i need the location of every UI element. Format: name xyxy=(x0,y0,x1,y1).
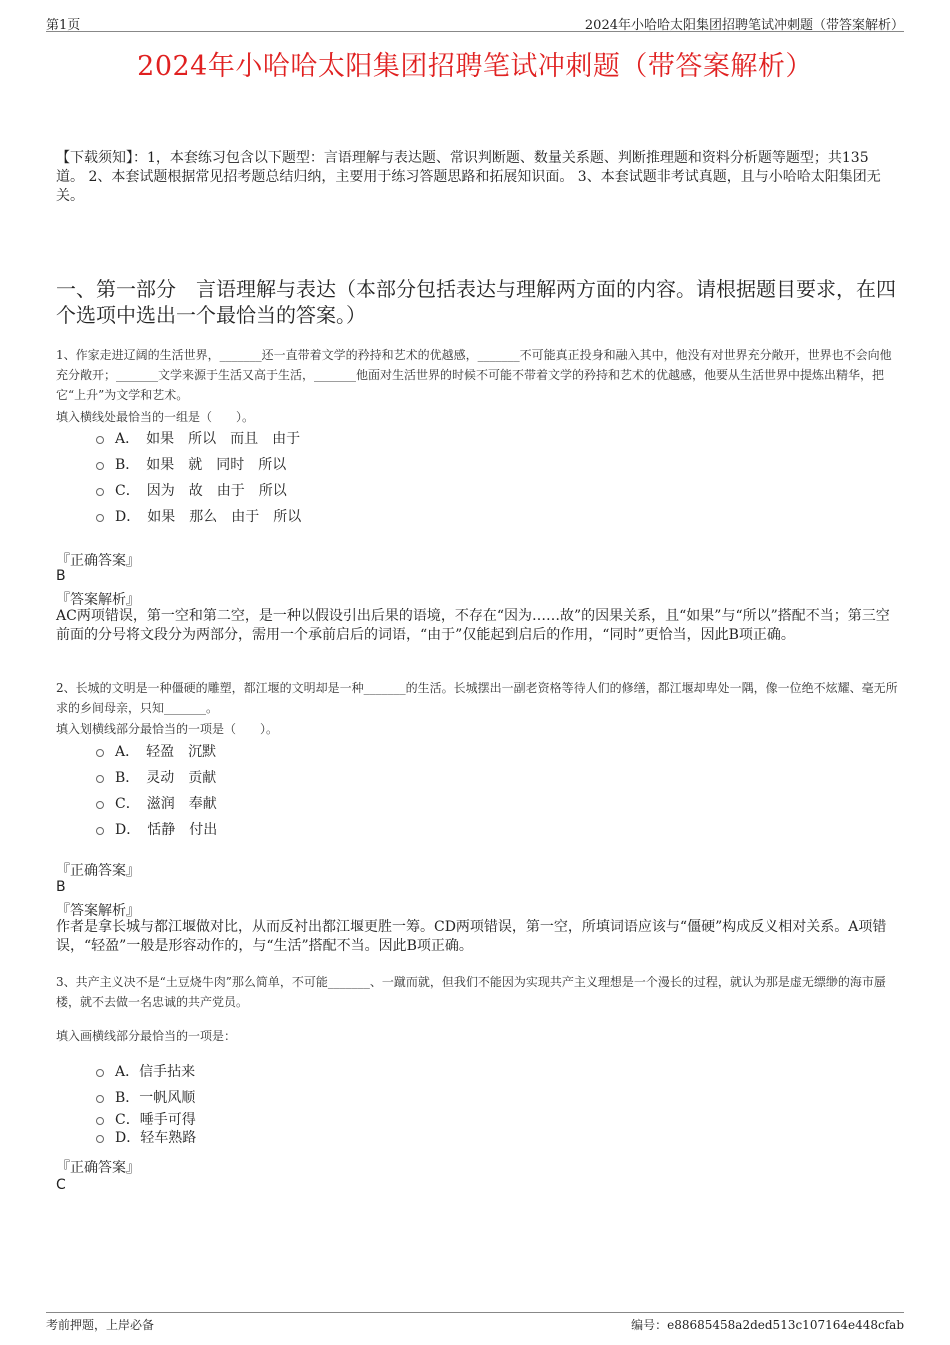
radio-icon[interactable] xyxy=(96,436,104,444)
radio-icon[interactable] xyxy=(96,1095,104,1103)
radio-icon[interactable] xyxy=(96,514,104,522)
question-2-stem: 2、长城的文明是一种僵硬的雕塑，都江堰的文明却是一种_______的生活。长城摆出一副老资格等待人们的修缮，都江堰却卑处一隅，像一位绝不炫耀、毫无所求的乡间母亲，只知_______。 xyxy=(56,681,898,715)
option-c[interactable]: C． 因为 故 由于 所以 xyxy=(96,477,301,503)
question-3-stem: 3、共产主义决不是“土豆烧牛肉”那么简单，不可能_______、一蹴而就，但我们不能因为实现共产主义理想是一个漫长的过程，就认为那是虚无缥缈的海市蜃楼，就不去做一名忠诚的共产党员。 xyxy=(56,975,886,1009)
option-a[interactable]: A． 如果 所以 而且 由于 xyxy=(96,425,301,451)
radio-icon[interactable] xyxy=(96,827,104,835)
question-2-analysis-heading: 『答案解析』 xyxy=(56,903,140,919)
radio-icon[interactable] xyxy=(96,801,104,809)
footer-serial: 编号：e88685458a2ded513c107164e448cfab xyxy=(631,1318,904,1332)
radio-icon[interactable] xyxy=(96,488,104,496)
question-1-answer: B xyxy=(56,568,66,584)
radio-icon[interactable] xyxy=(96,749,104,757)
question-2-options xyxy=(96,738,217,842)
radio-icon[interactable] xyxy=(96,462,104,470)
option-d[interactable]: D．轻车熟路 xyxy=(96,1128,196,1146)
section-heading: 一、第一部分 言语理解与表达（本部分包括表达与理解两方面的内容。请根据题目要求，在四个选项中选出一个最恰当的答案。） xyxy=(56,277,896,327)
question-3-hint: 填入画横线部分最恰当的一项是： xyxy=(56,1029,237,1043)
question-3-answer: C xyxy=(56,1177,66,1193)
question-1-answer-heading: 『正确答案』 xyxy=(56,553,140,569)
page-title: 2024年小哈哈太阳集团招聘笔试冲刺题（带答案解析） xyxy=(137,51,813,82)
radio-icon[interactable] xyxy=(96,1117,104,1125)
header-divider xyxy=(46,31,904,32)
option-b[interactable]: B． 如果 就 同时 所以 xyxy=(96,451,301,477)
option-a[interactable]: A． 轻盈 沉默 xyxy=(96,738,217,764)
download-notice: 【下载须知】：1，本套练习包含以下题型：言语理解与表达题、常识判断题、数量关系题、判断推理题和资料分析题等题型；共135道。 2、本套试题根据常见招考题总结归纳，主要用于练习答题思路和拓展知识面。 3、本套试题非考试真题，且与小哈哈太阳集团无关。 xyxy=(56,150,881,204)
option-d[interactable]: D． 如果 那么 由于 所以 xyxy=(96,503,301,529)
page-number: 第1页 xyxy=(46,18,81,33)
question-3-answer-heading: 『正确答案』 xyxy=(56,1160,140,1176)
radio-icon[interactable] xyxy=(96,1069,104,1077)
question-3-options xyxy=(96,1058,196,1146)
option-a[interactable]: A．信手拈来 xyxy=(96,1058,196,1084)
question-1-stem: 1、作家走进辽阔的生活世界，_______还一直带着文学的矜持和艺术的优越感，_______不可能真正投身和融入其中，他没有对世界充分敞开，世界也不会向他充分敞开；_______文学来源于生活又高于生活，_______他面对生活世界的时候不可能不带着文学的矜持和艺术的优越感，他要从生活世界中提炼出精华，把它“上升”为文学和艺术。 xyxy=(56,348,892,402)
footer-slogan: 考前押题，上岸必备 xyxy=(46,1318,155,1332)
question-2-answer: B xyxy=(56,879,66,895)
question-2-answer-heading: 『正确答案』 xyxy=(56,863,140,879)
question-2-hint: 填入划横线部分最恰当的一项是（ ）。 xyxy=(56,722,279,736)
question-1-analysis-heading: 『答案解析』 xyxy=(56,592,140,608)
question-1-analysis: AC两项错误，第一空和第二空，是一种以假设引出后果的语境，不存在“因为……故”的因果关系，且“如果”与“所以”搭配不当；第三空前面的分号将文段分为两部分，需用一个承前启后的词语，“由于”仅能起到启后的作用，“同时”更恰当，因此B项正确。 xyxy=(56,608,890,643)
footer-divider xyxy=(46,1312,904,1313)
option-d[interactable]: D． 恬静 付出 xyxy=(96,816,217,842)
radio-icon[interactable] xyxy=(96,775,104,783)
option-b[interactable]: B．一帆风顺 xyxy=(96,1084,196,1110)
option-c[interactable]: C．唾手可得 xyxy=(96,1110,196,1128)
option-c[interactable]: C． 滋润 奉献 xyxy=(96,790,217,816)
question-1-hint: 填入横线处最恰当的一组是（ ）。 xyxy=(56,410,255,424)
question-2-analysis: 作者是拿长城与都江堰做对比，从而反衬出都江堰更胜一筹。CD两项错误，第一空，所填词语应该与“僵硬”构成反义相对关系。A项错误，“轻盈”一般是形容动作的，与“生活”搭配不当。因此B项正确。 xyxy=(56,919,887,954)
question-1-options xyxy=(96,425,301,529)
header-doc-title: 2024年小哈哈太阳集团招聘笔试冲刺题（带答案解析） xyxy=(584,18,904,33)
option-b[interactable]: B． 灵动 贡献 xyxy=(96,764,217,790)
radio-icon[interactable] xyxy=(96,1135,104,1143)
